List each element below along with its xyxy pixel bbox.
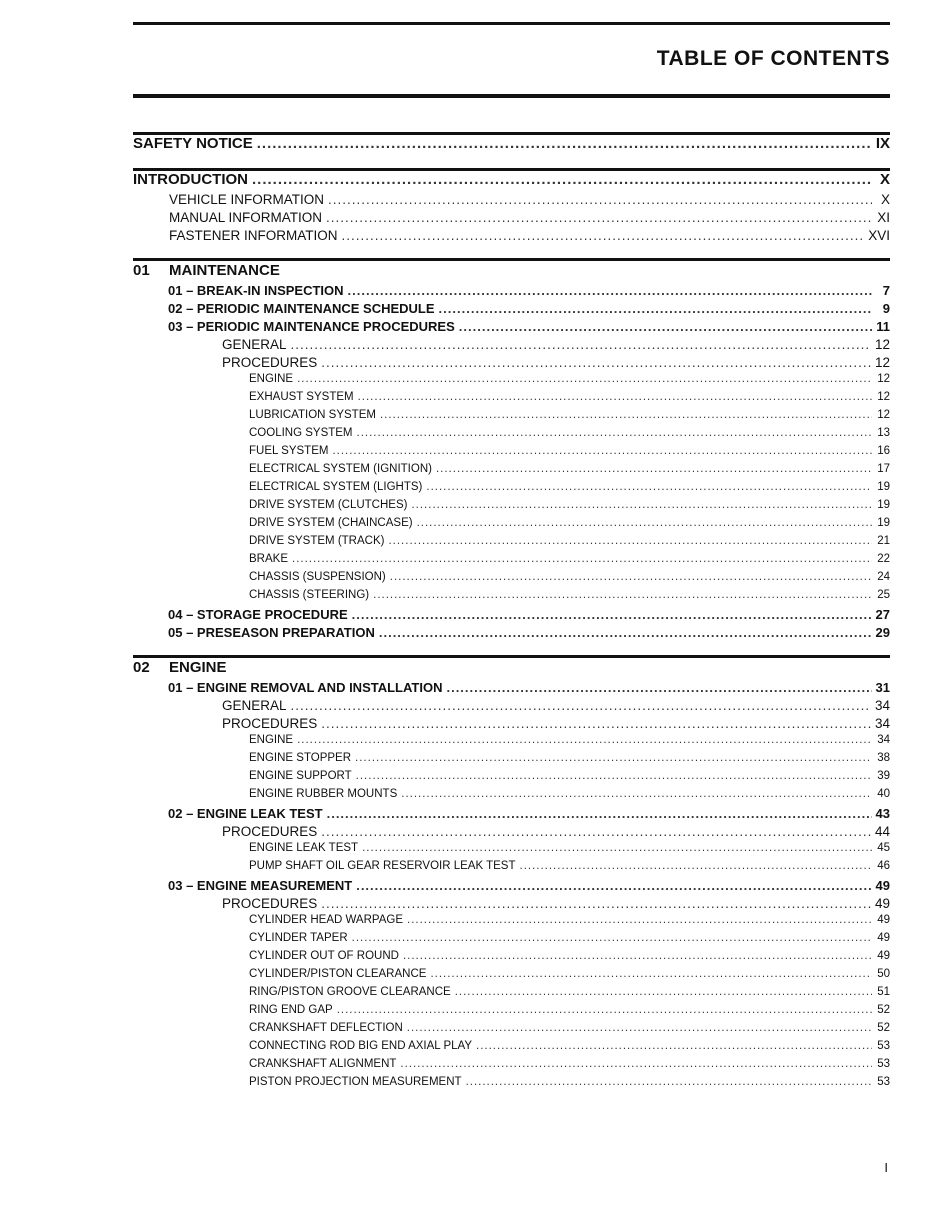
toc-entry[interactable] — [133, 409, 890, 427]
toc-entry-label: DRIVE SYSTEM (CHAINCASE) — [249, 517, 413, 529]
toc-entry-label: 02 – ENGINE LEAK TEST — [168, 806, 323, 821]
dot-leader — [358, 391, 872, 403]
toc-entry[interactable] — [133, 355, 890, 373]
dot-leader — [403, 950, 872, 962]
toc-entry[interactable] — [133, 950, 890, 968]
toc-entry[interactable] — [133, 463, 890, 481]
toc-entry-label: PISTON PROJECTION MEASUREMENT — [249, 1076, 462, 1088]
toc-entry-label: PROCEDURES — [222, 824, 318, 839]
toc-entry[interactable] — [133, 752, 890, 770]
toc-page-number: 38 — [877, 752, 890, 764]
toc-page-number: 22 — [877, 553, 890, 565]
toc-entry-label: 02 – PERIODIC MAINTENANCE SCHEDULE — [168, 301, 435, 316]
section-number: 01 — [133, 262, 150, 279]
toc-entry-label: CRANKSHAFT ALIGNMENT — [249, 1058, 397, 1070]
toc-entry[interactable] — [133, 319, 890, 337]
toc-entry[interactable] — [133, 1058, 890, 1076]
toc-entry[interactable] — [133, 445, 890, 463]
toc-page-number: 49 — [877, 914, 890, 926]
toc-entry-label: 03 – ENGINE MEASUREMENT — [168, 878, 353, 893]
dot-leader — [400, 1058, 872, 1070]
toc-entry-label: PROCEDURES — [222, 896, 318, 911]
dot-leader — [430, 968, 872, 980]
toc-entry[interactable] — [133, 228, 890, 246]
toc-page-number: 12 — [874, 355, 890, 370]
toc-entry-label: ENGINE STOPPER — [249, 752, 352, 764]
dot-leader — [439, 301, 872, 316]
toc-entry-label: DRIVE SYSTEM (TRACK) — [249, 535, 385, 547]
toc-page-number: 39 — [877, 770, 890, 782]
toc-page-number: 46 — [877, 860, 890, 872]
toc-entry-label: ENGINE LEAK TEST — [249, 842, 359, 854]
dot-leader — [321, 896, 871, 911]
toc-entry-label: FASTENER INFORMATION — [169, 228, 338, 243]
dot-leader — [292, 553, 872, 565]
toc-entry-label: VEHICLE INFORMATION — [169, 192, 325, 207]
toc-entry[interactable] — [133, 680, 890, 698]
section-title: ENGINE — [169, 659, 227, 676]
toc-entry[interactable] — [133, 535, 890, 553]
toc-page-number: 40 — [877, 788, 890, 800]
dot-leader — [417, 517, 872, 529]
toc-entry-label: ELECTRICAL SYSTEM (IGNITION) — [249, 463, 432, 475]
toc-entry-label — [133, 659, 227, 676]
dot-leader — [362, 842, 872, 854]
top-rule — [133, 22, 890, 25]
toc-entry-label: GENERAL — [222, 698, 287, 713]
toc-page-number: XI — [877, 210, 890, 225]
toc-entry[interactable] — [133, 210, 890, 228]
dot-leader — [401, 788, 872, 800]
dot-leader — [426, 481, 872, 493]
toc-entry-label: INTRODUCTION — [133, 171, 248, 188]
toc-page-number: 45 — [877, 842, 890, 854]
dot-leader — [407, 914, 872, 926]
dot-leader — [407, 1022, 872, 1034]
toc-page-number: 12 — [877, 373, 890, 385]
toc-entry[interactable] — [133, 625, 890, 643]
toc-page-number: 24 — [877, 571, 890, 583]
dot-leader — [357, 427, 872, 439]
toc-entry[interactable] — [133, 499, 890, 517]
toc-entry-label: CHASSIS (STEERING) — [249, 589, 370, 601]
toc-entry-label: ENGINE — [249, 373, 294, 385]
dot-leader — [356, 878, 871, 893]
toc-entry[interactable] — [133, 1076, 890, 1094]
toc-entry[interactable] — [133, 770, 890, 788]
dot-leader — [321, 824, 871, 839]
toc-entry-label — [133, 262, 280, 279]
section-title: MAINTENANCE — [169, 262, 280, 279]
toc-page-number: 27 — [875, 607, 890, 622]
toc-page-number: 50 — [877, 968, 890, 980]
dot-leader — [291, 337, 871, 352]
toc-section — [133, 168, 890, 246]
dot-leader — [459, 319, 872, 334]
toc-page-number: XVI — [868, 228, 890, 243]
toc-page-number: 53 — [877, 1076, 890, 1088]
toc-entry-label: LUBRICATION SYSTEM — [249, 409, 376, 421]
toc-page-number: 19 — [877, 481, 890, 493]
toc-entry-label: 01 – ENGINE REMOVAL AND INSTALLATION — [168, 680, 443, 695]
toc-entry-label: GENERAL — [222, 337, 287, 352]
toc-entry-label: PUMP SHAFT OIL GEAR RESERVOIR LEAK TEST — [249, 860, 516, 872]
toc-page-number: 43 — [875, 806, 890, 821]
toc-page-number: 34 — [877, 734, 890, 746]
toc-entry-label: FUEL SYSTEM — [249, 445, 329, 457]
toc-page-number: 12 — [877, 391, 890, 403]
toc-page-number: 49 — [874, 896, 890, 911]
toc-entry[interactable] — [133, 391, 890, 409]
dot-leader — [332, 445, 872, 457]
toc-entry-label: CYLINDER OUT OF ROUND — [249, 950, 399, 962]
toc-entry-label: EXHAUST SYSTEM — [249, 391, 354, 403]
toc-entry-label: 05 – PRESEASON PREPARATION — [168, 625, 375, 640]
toc-entry[interactable] — [133, 734, 890, 752]
toc-entry[interactable] — [133, 283, 890, 301]
toc-section — [133, 655, 890, 1094]
toc-entry-label: 01 – BREAK-IN INSPECTION — [168, 283, 344, 298]
toc-entry-label: ENGINE RUBBER MOUNTS — [249, 788, 398, 800]
toc-page-number: 12 — [874, 337, 890, 352]
dot-leader — [291, 698, 871, 713]
dot-leader — [436, 463, 872, 475]
toc-entry-label: ENGINE SUPPORT — [249, 770, 352, 782]
dot-leader — [257, 135, 872, 152]
toc-entry[interactable] — [133, 1004, 890, 1022]
toc-page-number: 29 — [875, 625, 890, 640]
dot-leader — [348, 283, 872, 298]
toc-entry[interactable] — [133, 481, 890, 499]
dot-leader — [337, 1004, 872, 1016]
toc-page-number: 49 — [877, 950, 890, 962]
dot-leader — [356, 770, 872, 782]
toc-page-number: IX — [875, 135, 890, 152]
dot-leader — [297, 734, 872, 746]
dot-leader — [446, 680, 871, 695]
toc-heading[interactable] — [133, 171, 890, 192]
toc-page-number: 49 — [877, 932, 890, 944]
toc-page-number: 19 — [877, 517, 890, 529]
toc-entry-label: RING/PISTON GROOVE CLEARANCE — [249, 986, 451, 998]
title-rule — [133, 94, 890, 98]
toc-page-number: 16 — [877, 445, 890, 457]
toc-entry[interactable] — [133, 698, 890, 716]
toc-entry-label: RING END GAP — [249, 1004, 333, 1016]
toc-entry[interactable] — [133, 571, 890, 589]
dot-leader — [466, 1076, 872, 1088]
dot-leader — [321, 355, 871, 370]
toc-page-number: 52 — [877, 1022, 890, 1034]
toc-page-number: 12 — [877, 409, 890, 421]
toc-entry-label: ENGINE — [249, 734, 294, 746]
toc-entry[interactable] — [133, 968, 890, 986]
toc-entry[interactable] — [133, 192, 890, 210]
toc-section — [133, 258, 890, 643]
toc-entry[interactable] — [133, 337, 890, 355]
toc-entry[interactable] — [133, 806, 890, 824]
toc-page-number: 53 — [877, 1058, 890, 1070]
toc-entry[interactable] — [133, 932, 890, 950]
table-of-contents — [133, 132, 890, 1094]
toc-entry[interactable] — [133, 589, 890, 607]
dot-leader — [297, 373, 872, 385]
toc-heading[interactable] — [133, 135, 890, 156]
dot-leader — [328, 192, 872, 207]
toc-entry[interactable] — [133, 373, 890, 391]
toc-entry[interactable] — [133, 860, 890, 878]
toc-entry-label: CYLINDER TAPER — [249, 932, 348, 944]
toc-page-number: X — [880, 192, 890, 207]
dot-leader — [373, 589, 872, 601]
toc-page-number: 13 — [877, 427, 890, 439]
toc-entry[interactable] — [133, 517, 890, 535]
toc-entry[interactable] — [133, 1040, 890, 1058]
toc-entry[interactable] — [133, 1022, 890, 1040]
toc-entry-label: DRIVE SYSTEM (CLUTCHES) — [249, 499, 408, 511]
toc-entry-label: PROCEDURES — [222, 355, 318, 370]
toc-page-number: 21 — [877, 535, 890, 547]
toc-page-number: 53 — [877, 1040, 890, 1052]
toc-entry-label: ELECTRICAL SYSTEM (LIGHTS) — [249, 481, 423, 493]
toc-page-number: X — [879, 171, 890, 188]
toc-entry[interactable] — [133, 607, 890, 625]
toc-entry-label: CRANKSHAFT DEFLECTION — [249, 1022, 403, 1034]
toc-page-number: 44 — [874, 824, 890, 839]
dot-leader — [476, 1040, 872, 1052]
dot-leader — [455, 986, 872, 998]
toc-entry[interactable] — [133, 914, 890, 932]
toc-entry[interactable] — [133, 878, 890, 896]
toc-entry-label: 03 – PERIODIC MAINTENANCE PROCEDURES — [168, 319, 455, 334]
dot-leader — [390, 571, 872, 583]
dot-leader — [327, 806, 872, 821]
toc-entry[interactable] — [133, 301, 890, 319]
dot-leader — [352, 607, 872, 622]
toc-page-number: 34 — [874, 698, 890, 713]
dot-leader — [326, 210, 872, 225]
toc-entry[interactable] — [133, 896, 890, 914]
toc-page-number: 25 — [877, 589, 890, 601]
toc-page-number: 9 — [882, 301, 890, 316]
dot-leader — [352, 932, 872, 944]
toc-entry[interactable] — [133, 824, 890, 842]
dot-leader — [355, 752, 872, 764]
toc-entry-label: MANUAL INFORMATION — [169, 210, 323, 225]
toc-section-heading[interactable] — [133, 658, 890, 680]
page-title: TABLE OF CONTENTS — [656, 47, 890, 70]
toc-section — [133, 132, 890, 156]
dot-leader — [342, 228, 865, 243]
toc-entry[interactable] — [133, 986, 890, 1004]
toc-entry-label: BRAKE — [249, 553, 288, 565]
toc-page-number: 34 — [874, 716, 890, 731]
toc-entry[interactable] — [133, 842, 890, 860]
toc-entry-label: 04 – STORAGE PROCEDURE — [168, 607, 348, 622]
page-number: I — [884, 1160, 888, 1175]
dot-leader — [388, 535, 872, 547]
toc-entry-label: CYLINDER/PISTON CLEARANCE — [249, 968, 427, 980]
toc-page-number: 49 — [875, 878, 890, 893]
toc-page-number: 17 — [877, 463, 890, 475]
toc-page-number: 31 — [875, 680, 890, 695]
toc-page-number: 19 — [877, 499, 890, 511]
toc-entry-label: CYLINDER HEAD WARPAGE — [249, 914, 403, 926]
dot-leader — [380, 409, 872, 421]
dot-leader — [379, 625, 872, 640]
toc-entry-label: SAFETY NOTICE — [133, 135, 253, 152]
toc-entry[interactable] — [133, 427, 890, 445]
toc-entry[interactable] — [133, 788, 890, 806]
toc-entry[interactable] — [133, 553, 890, 571]
toc-section-heading[interactable] — [133, 261, 890, 283]
toc-page-number: 52 — [877, 1004, 890, 1016]
toc-entry-label: CHASSIS (SUSPENSION) — [249, 571, 386, 583]
toc-entry-label: COOLING SYSTEM — [249, 427, 353, 439]
dot-leader — [520, 860, 873, 872]
toc-page-number: 51 — [877, 986, 890, 998]
toc-entry-label: PROCEDURES — [222, 716, 318, 731]
dot-leader — [252, 171, 872, 188]
dot-leader — [321, 716, 871, 731]
toc-page-number: 7 — [882, 283, 890, 298]
toc-entry[interactable] — [133, 716, 890, 734]
section-number: 02 — [133, 659, 150, 676]
toc-entry-label: CONNECTING ROD BIG END AXIAL PLAY — [249, 1040, 473, 1052]
toc-page-number: 11 — [876, 319, 890, 334]
dot-leader — [411, 499, 872, 511]
